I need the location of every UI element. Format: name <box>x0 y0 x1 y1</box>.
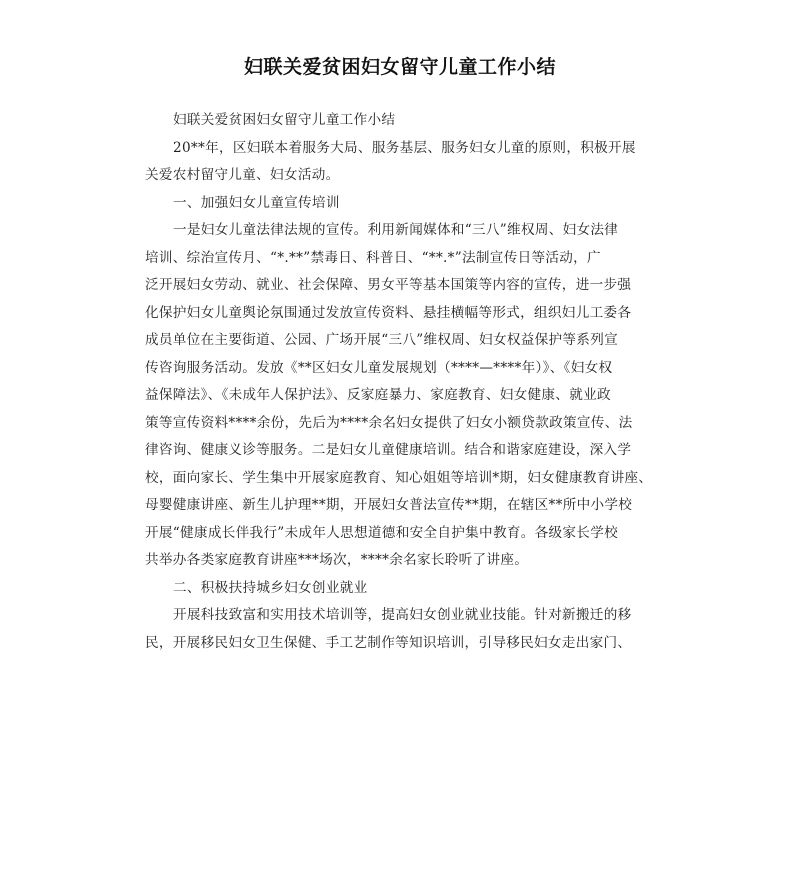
body-line: 成员单位在主要街道、公园、广场开展“三八”维权周、妇女权益保护等系列宣 <box>145 332 618 348</box>
body-line: 培训、综治宣传月、“*.**”禁毒日、科普日、“**.*”法制宣传日等活动，广 <box>145 249 601 266</box>
body-line: 20**年，区妇联本着服务大局、服务基层、服务妇女儿童的原则，积极开展 <box>173 139 636 156</box>
body-line: 母婴健康讲座、新生儿护理**期，开展妇女普法宣传**期，在辖区**所中小学校 <box>145 497 633 513</box>
body-line: 策等宣传资料****余份，先后为****余名妇女提供了妇女小额贷款政策宣传、法 <box>145 414 633 431</box>
body-line: 一是妇女儿童法律法规的宣传。利用新闻媒体和“三八”维权周、妇女法律 <box>173 222 619 238</box>
body-line: 校，面向家长、学生集中开展家庭教育、知心姐姐等培训*期，妇女健康教育讲座、 <box>145 469 653 486</box>
body-line: 律咨询、健康义诊等服务。二是妇女儿童健康培训。结合和谐家庭建设，深入学 <box>145 442 632 458</box>
body-line: 开展科技致富和实用技术培训等，提高妇女创业就业技能。针对新搬迁的移 <box>173 607 632 623</box>
body-line: 开展“健康成长伴我行”未成年人思想道德和安全自护集中教育。各级家长学校 <box>145 524 618 541</box>
body-line: 泛开展妇女劳动、就业、社会保障、男女平等基本国策等内容的宣传，进一步强 <box>145 277 632 293</box>
body-line: 共举办各类家庭教育讲座***场次，****余名家长聆听了讲座。 <box>145 552 529 568</box>
body-line: 传咨询服务活动。发放《**区妇女儿童发展规划（****—****年）》、《妇女权 <box>145 359 613 376</box>
body-line: 关爱农村留守儿童、妇女活动。 <box>145 167 340 183</box>
body-line: 益保障法》、《未成年人保护法》、反家庭暴力、家庭教育、妇女健康、就业政 <box>145 387 611 403</box>
body-line: 民，开展移民妇女卫生保健、手工艺制作等知识培训，引导移民妇女走出家门、 <box>145 634 632 651</box>
section-heading: 二、积极扶持城乡妇女创业就业 <box>173 579 368 596</box>
document-title: 妇联关爱贫困妇女留守儿童工作小结 <box>243 56 556 78</box>
body-line: 化保护妇女儿童舆论氛围通过发放宣传资料、悬挂横幅等形式，组织妇儿工委各 <box>145 304 632 321</box>
document-body <box>145 107 665 657</box>
section-heading: 一、加强妇女儿童宣传培训 <box>173 194 340 211</box>
body-line: 妇联关爱贫困妇女留守儿童工作小结 <box>173 112 396 128</box>
